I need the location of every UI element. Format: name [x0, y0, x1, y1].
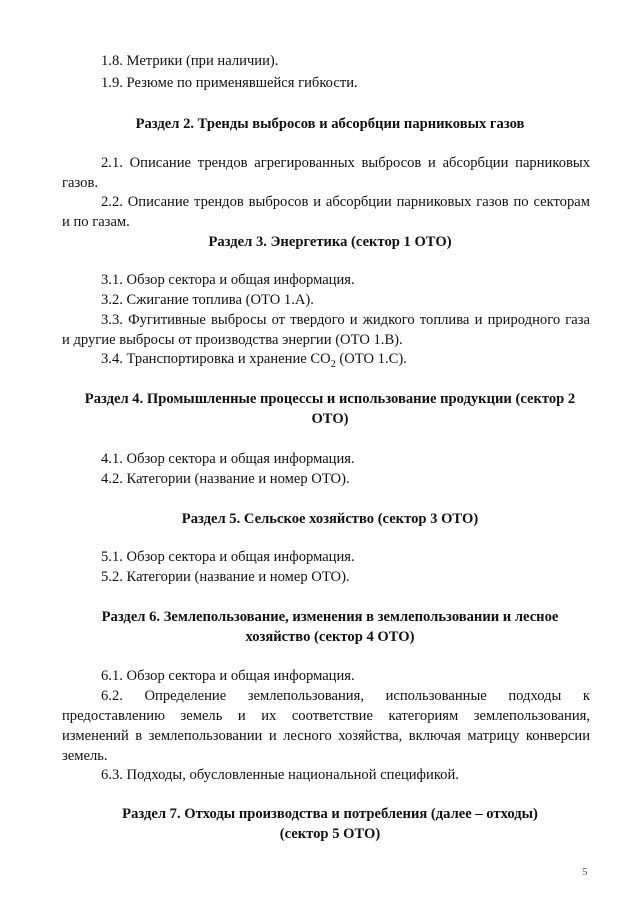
list-item-2-1-line2: газов. — [62, 175, 98, 191]
list-item-2-2-line1: 2.2. Описание трендов выбросов и абсорбции парниковых газов по секторам — [101, 194, 590, 210]
list-item-5-1: 5.1. Обзор сектора и общая информация. — [101, 549, 355, 565]
section-4-heading-line1: Раздел 4. Промышленные процессы и использование продукции (сектор 2 — [84, 391, 576, 407]
list-item-3-4 — [101, 350, 407, 368]
list-item-4-2: 4.2. Категории (название и номер ОТО). — [101, 471, 350, 487]
page-number: 5 — [582, 866, 588, 878]
list-item-3-2: 3.2. Сжигание топлива (ОТО 1.А). — [101, 292, 314, 308]
list-item-5-2: 5.2. Категории (название и номер ОТО). — [101, 569, 350, 585]
list-item-3-4-tail: (ОТО 1.С). — [335, 351, 407, 367]
list-item-1-8: 1.8. Метрики (при наличии). — [101, 53, 279, 69]
list-item-6-3: 6.3. Подходы, обусловленные национальной спецификой. — [101, 767, 459, 783]
list-item-6-2-line4: земель. — [62, 748, 108, 764]
list-item-6-1: 6.1. Обзор сектора и общая информация. — [101, 668, 355, 684]
section-7-heading-line2: (сектор 5 ОТО) — [279, 826, 381, 842]
list-item-6-2-line3: изменений в землепользовании и лесного хозяйства, включая матрицу конверсии — [62, 728, 590, 744]
list-item-6-2-line1: 6.2. Определение землепользования, использованные подходы к — [101, 688, 590, 704]
list-item-1-9: 1.9. Резюме по применявшейся гибкости. — [101, 75, 358, 91]
section-4-heading-line2: ОТО) — [311, 411, 349, 427]
list-item-3-1: 3.1. Обзор сектора и общая информация. — [101, 272, 355, 288]
section-6-heading-line1: Раздел 6. Землепользование, изменения в землепользовании и лесное — [101, 609, 559, 625]
subscript-2: 2 — [330, 358, 336, 370]
list-item-3-4-text: 3.4. Транспортировка и хранение СО — [101, 351, 331, 367]
section-3-heading: Раздел 3. Энергетика (сектор 1 ОТО) — [208, 234, 452, 250]
list-item-2-2-line2: и по газам. — [62, 214, 130, 230]
list-item-6-2-line2: предоставлению земель и их соответствие категориям землепользования, — [62, 708, 590, 724]
section-5-heading: Раздел 5. Сельское хозяйство (сектор 3 ОТО) — [181, 511, 479, 527]
list-item-2-1-line1: 2.1. Описание трендов агрегированных выбросов и абсорбции парниковых — [101, 155, 590, 171]
list-item-4-1: 4.1. Обзор сектора и общая информация. — [101, 451, 355, 467]
section-7-heading-line1: Раздел 7. Отходы производства и потребления (далее – отходы) — [122, 806, 538, 822]
list-item-3-3-line1: 3.3. Фугитивные выбросы от твердого и жидкого топлива и природного газа — [101, 312, 590, 328]
section-6-heading-line2: хозяйство (сектор 4 ОТО) — [245, 629, 415, 645]
list-item-3-3-line2: и другие выбросы от производства энергии (ОТО 1.В). — [62, 332, 403, 348]
section-2-heading: Раздел 2. Тренды выбросов и абсорбции парниковых газов — [135, 116, 525, 132]
